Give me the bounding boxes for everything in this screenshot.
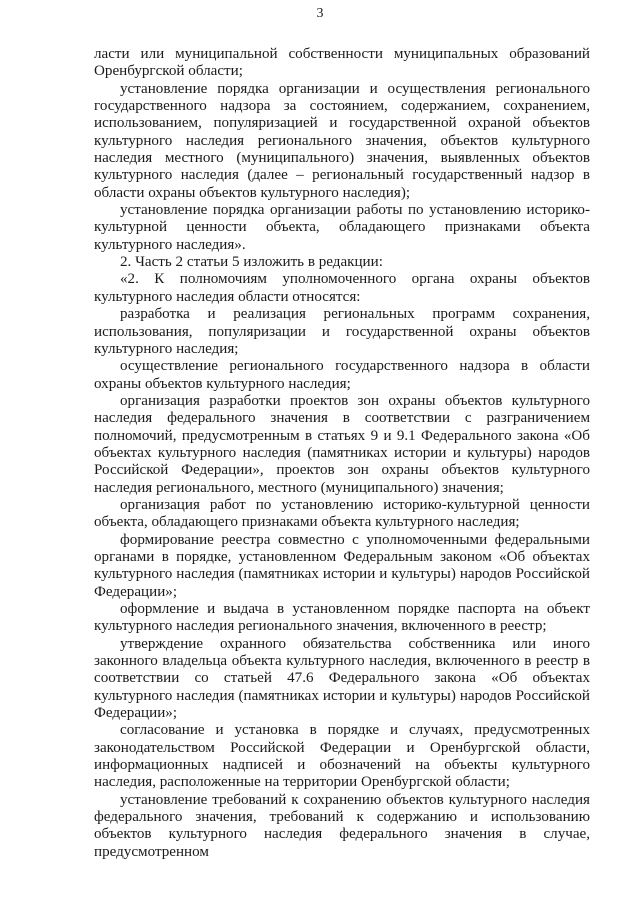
document-body xyxy=(94,46,590,861)
paragraph: 2. Часть 2 статьи 5 изложить в редакции: xyxy=(120,254,383,271)
paragraph: установление порядка организации и осуществления регионального государственного надзора за состоянием, содержанием, сохранением, использованием, популяризацией и государственной охраной объектов культурного наследия регионального значения, объектов культурного наследия местного (муниципального) значения, выявленных объектов культурного наследия (далее – региональный государственный надзор в области охраны объектов культурного наследия); xyxy=(94,80,590,201)
paragraph: установление требований к сохранению объектов культурного наследия федерального значения, требований к содержанию и использованию объектов культурного наследия федерального значения в случае, предусмотренном xyxy=(94,791,590,860)
paragraph: оформление и выдача в установленном порядке паспорта на объект культурного наследия регионального значения, включенного в реестр; xyxy=(94,601,590,635)
paragraph: утверждение охранного обязательства собственника или иного законного владельца объекта культурного наследия, включенного в реестр в соответствии со статьей 47.6 Федерального закона «Об объектах культурного наследия (памятниках истории и культуры) народов Российской Федерации»; xyxy=(94,635,590,722)
paragraph: установление порядка организации работы по установлению историко-культурной ценности объекта, обладающего признаками объекта культурного наследия». xyxy=(94,202,590,253)
paragraph: согласование и установка в порядке и случаях, предусмотренных законодательством Российской Федерации и Оренбургской области, информационных надписей и обозначений на объекты культурного наследия, расположенные на территории Оренбургской области; xyxy=(94,722,590,791)
paragraph-continuation: ласти или муниципальной собственности муниципальных образований Оренбургской области; xyxy=(94,46,590,80)
page-number: 3 xyxy=(316,6,324,21)
paragraph: «2. К полномочиям уполномоченного органа охраны объектов культурного наследия области относятся: xyxy=(94,271,590,305)
paragraph: осуществление регионального государственного надзора в области охраны объектов культурного наследия; xyxy=(94,358,590,392)
paragraph: организация разработки проектов зон охраны объектов культурного наследия федерального значения в соответствии с разграничением полномочий, предусмотренным в статьях 9 и 9.1 Федерального закона «Об объектах культурного наследия (памятниках истории и культуры) народов Российской Федерации», проектов зон охраны объектов культурного наследия регионального, местного (муниципального) значения; xyxy=(94,392,590,496)
paragraph: разработка и реализация региональных программ сохранения, использования, популяризации и государственной охраны объектов культурного наследия; xyxy=(94,306,590,357)
paragraph: организация работ по установлению историко-культурной ценности объекта, обладающего признаками объекта культурного наследия; xyxy=(94,496,590,531)
paragraph: формирование реестра совместно с уполномоченными федеральными органами в порядке, установленном Федеральным законом «Об объектах культурного наследия (памятниках истории и культуры) народов Российской Федерации»; xyxy=(94,531,590,600)
